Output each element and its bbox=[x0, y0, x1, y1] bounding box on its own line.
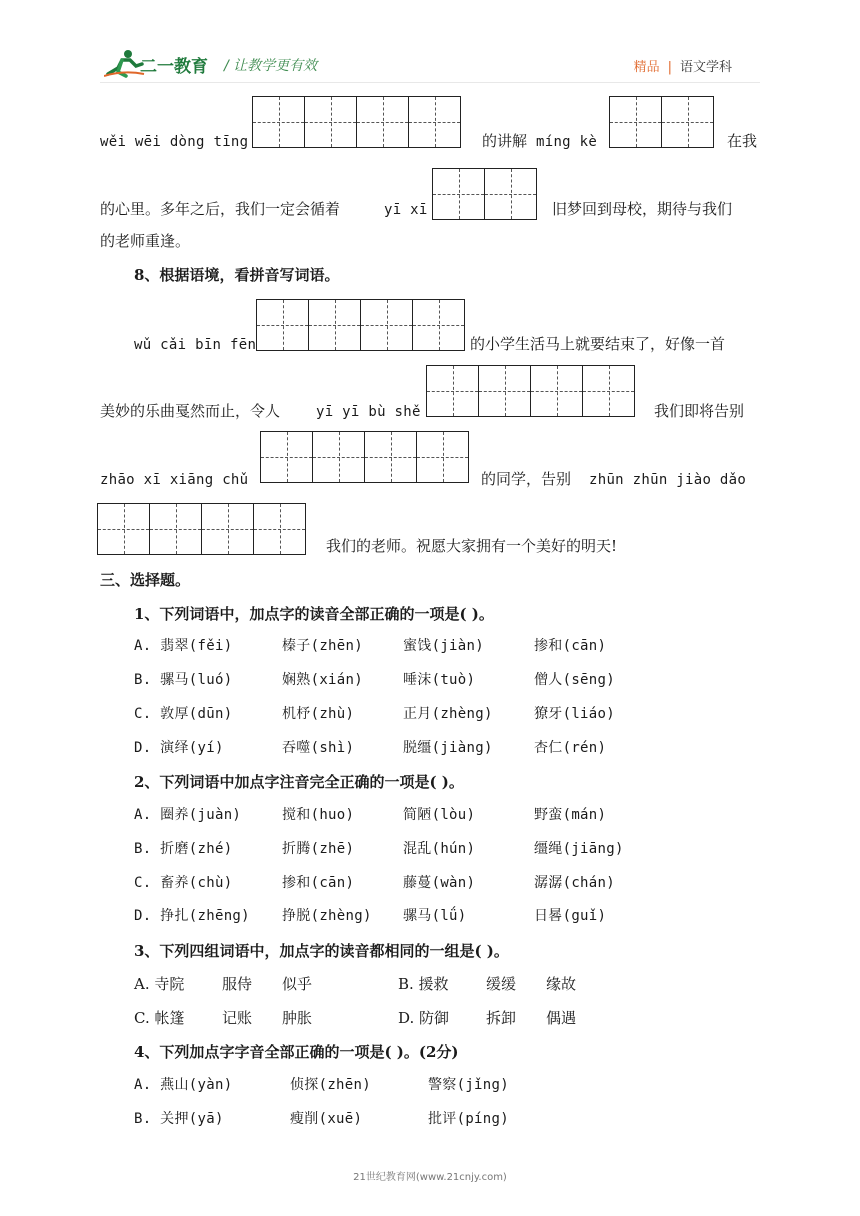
grid-cell[interactable] bbox=[253, 503, 306, 555]
pinyin-prompt: yī yī bù shě bbox=[316, 404, 421, 420]
question-stem: 4、下列加点字字音全部正确的一项是( )。(2分) bbox=[134, 1043, 459, 1061]
grid-cell[interactable] bbox=[260, 431, 313, 483]
option-cell: 榛子(zhēn) bbox=[282, 638, 363, 654]
passage-text: 的心里。多年之后，我们一定会循着 bbox=[100, 200, 341, 218]
option-cell: 缰绳(jiāng) bbox=[534, 841, 624, 857]
option-cell: 潺潺(chán) bbox=[534, 875, 615, 891]
writing-grid[interactable] bbox=[432, 168, 537, 220]
question-title: 8、根据语境，看拼音写词语。 bbox=[134, 266, 340, 284]
brand-name: 二一教育 bbox=[140, 57, 208, 77]
question-stem: 1、下列词语中，加点字的读音全部正确的一项是( )。 bbox=[134, 605, 494, 623]
grid-cell[interactable] bbox=[97, 503, 150, 555]
grid-cell[interactable] bbox=[360, 299, 413, 351]
grid-cell[interactable] bbox=[478, 365, 531, 417]
question-stem: 2、下列词语中加点字注音完全正确的一项是( )。 bbox=[134, 773, 464, 791]
option-cell: 缓缓 bbox=[486, 975, 517, 993]
option-cell: D. 挣扎(zhēng) bbox=[134, 908, 250, 924]
option-cell: 正月(zhèng) bbox=[403, 706, 493, 722]
option-cell: 折腾(zhē) bbox=[282, 841, 355, 857]
option-cell: 搅和(huo) bbox=[282, 807, 355, 823]
option-cell: 唾沫(tuò) bbox=[403, 672, 476, 688]
option-cell: 记账 bbox=[222, 1009, 253, 1027]
option-cell: D. 防御 bbox=[398, 1009, 450, 1027]
passage-text: 的同学，告别 bbox=[481, 470, 572, 488]
passage-text: 我们即将告别 bbox=[654, 402, 745, 420]
divider: | bbox=[667, 60, 672, 75]
option-cell: C. 帐篷 bbox=[134, 1009, 185, 1027]
option-cell: 僧人(sēng) bbox=[534, 672, 615, 688]
grid-cell[interactable] bbox=[484, 168, 537, 220]
option-cell: 蜜饯(jiàn) bbox=[403, 638, 484, 654]
quality-label: 精品 bbox=[633, 60, 660, 75]
passage-text: 的讲解 bbox=[482, 132, 528, 150]
option-cell: B. 关押(yā) bbox=[134, 1111, 224, 1127]
option-cell: 脱缰(jiàng) bbox=[403, 740, 493, 756]
grid-cell[interactable] bbox=[530, 365, 583, 417]
writing-grid[interactable] bbox=[426, 365, 635, 417]
footer-watermark: 21世纪教育网(www.21cnjy.com) bbox=[353, 1172, 507, 1183]
option-cell: 日晷(guǐ) bbox=[534, 908, 607, 924]
passage-text: 在我 bbox=[727, 132, 758, 150]
option-cell: 獠牙(liáo) bbox=[534, 706, 615, 722]
option-cell: 掺和(cān) bbox=[534, 638, 607, 654]
grid-cell[interactable] bbox=[426, 365, 479, 417]
grid-cell[interactable] bbox=[312, 431, 365, 483]
option-cell: C. 敦厚(dūn) bbox=[134, 706, 233, 722]
passage-text: 的老师重逢。 bbox=[100, 232, 191, 250]
writing-grid[interactable] bbox=[609, 96, 714, 148]
option-cell: 混乱(hún) bbox=[403, 841, 476, 857]
option-cell: A. 翡翠(fěi) bbox=[134, 638, 233, 654]
option-cell: 藤蔓(wàn) bbox=[403, 875, 476, 891]
header-rule bbox=[100, 82, 760, 83]
option-cell: 瘦削(xuē) bbox=[290, 1111, 363, 1127]
passage-text: 我们的老师。祝愿大家拥有一个美好的明天! bbox=[326, 537, 618, 555]
grid-cell[interactable] bbox=[582, 365, 635, 417]
option-cell: 侦探(zhēn) bbox=[290, 1077, 371, 1093]
slogan: / 让教学更有效 bbox=[224, 58, 318, 74]
grid-cell[interactable] bbox=[408, 96, 461, 148]
question-stem: 3、下列四组词语中，加点字的读音都相同的一组是( )。 bbox=[134, 942, 509, 960]
passage-text: 旧梦回到母校，期待与我们 bbox=[552, 200, 733, 218]
passage-text: 美妙的乐曲戛然而止，令人 bbox=[100, 402, 281, 420]
grid-cell[interactable] bbox=[432, 168, 485, 220]
header-right bbox=[634, 56, 732, 75]
option-cell: 似乎 bbox=[282, 975, 313, 993]
grid-cell[interactable] bbox=[416, 431, 469, 483]
option-cell: 简陋(lòu) bbox=[403, 807, 476, 823]
option-cell: 娴熟(xián) bbox=[282, 672, 363, 688]
grid-cell[interactable] bbox=[356, 96, 409, 148]
passage-text: 的小学生活马上就要结束了，好像一首 bbox=[470, 335, 726, 353]
pinyin-prompt: míng kè bbox=[536, 134, 598, 150]
writing-grid[interactable] bbox=[97, 503, 306, 555]
option-cell: B. 援救 bbox=[398, 975, 449, 993]
option-cell: 肿胀 bbox=[282, 1009, 313, 1027]
grid-cell[interactable] bbox=[304, 96, 357, 148]
grid-cell[interactable] bbox=[201, 503, 254, 555]
option-cell: C. 畜养(chù) bbox=[134, 875, 233, 891]
grid-cell[interactable] bbox=[412, 299, 465, 351]
pinyin-prompt: zhāo xī xiāng chǔ bbox=[100, 472, 249, 488]
pinyin-prompt: wěi wēi dòng tīng bbox=[100, 134, 249, 150]
pinyin-prompt: yī xī bbox=[384, 202, 428, 218]
option-cell: 缘故 bbox=[546, 975, 577, 993]
writing-grid[interactable] bbox=[256, 299, 465, 351]
option-cell: 偶遇 bbox=[546, 1009, 577, 1027]
pinyin-prompt: wǔ cǎi bīn fēn bbox=[134, 337, 257, 353]
option-cell: 警察(jǐng) bbox=[428, 1077, 509, 1093]
grid-cell[interactable] bbox=[609, 96, 662, 148]
option-cell: A. 圈养(juàn) bbox=[134, 807, 242, 823]
option-cell: 野蛮(mán) bbox=[534, 807, 607, 823]
grid-cell[interactable] bbox=[256, 299, 309, 351]
grid-cell[interactable] bbox=[252, 96, 305, 148]
option-cell: A. 燕山(yàn) bbox=[134, 1077, 233, 1093]
option-cell: 吞噬(shì) bbox=[282, 740, 355, 756]
writing-grid[interactable] bbox=[260, 431, 469, 483]
option-cell: 挣脱(zhèng) bbox=[282, 908, 372, 924]
option-cell: 机杼(zhù) bbox=[282, 706, 355, 722]
option-cell: 批评(píng) bbox=[428, 1111, 509, 1127]
option-cell: 骡马(lǘ) bbox=[403, 908, 467, 924]
option-cell: 服侍 bbox=[222, 975, 253, 993]
grid-cell[interactable] bbox=[308, 299, 361, 351]
option-cell: 拆卸 bbox=[486, 1009, 517, 1027]
option-cell: B. 骡马(luó) bbox=[134, 672, 233, 688]
grid-cell[interactable] bbox=[149, 503, 202, 555]
option-cell: D. 演绎(yí) bbox=[134, 740, 224, 756]
grid-cell[interactable] bbox=[364, 431, 417, 483]
section-title: 三、选择题。 bbox=[100, 571, 191, 589]
option-cell: 掺和(cān) bbox=[282, 875, 355, 891]
writing-grid[interactable] bbox=[252, 96, 461, 148]
option-cell: 杏仁(rén) bbox=[534, 740, 607, 756]
subject-label: 语文学科 bbox=[679, 60, 732, 75]
grid-cell[interactable] bbox=[661, 96, 714, 148]
option-cell: B. 折磨(zhé) bbox=[134, 841, 233, 857]
pinyin-prompt: zhūn zhūn jiào dǎo bbox=[589, 472, 747, 488]
option-cell: A. 寺院 bbox=[134, 975, 185, 993]
